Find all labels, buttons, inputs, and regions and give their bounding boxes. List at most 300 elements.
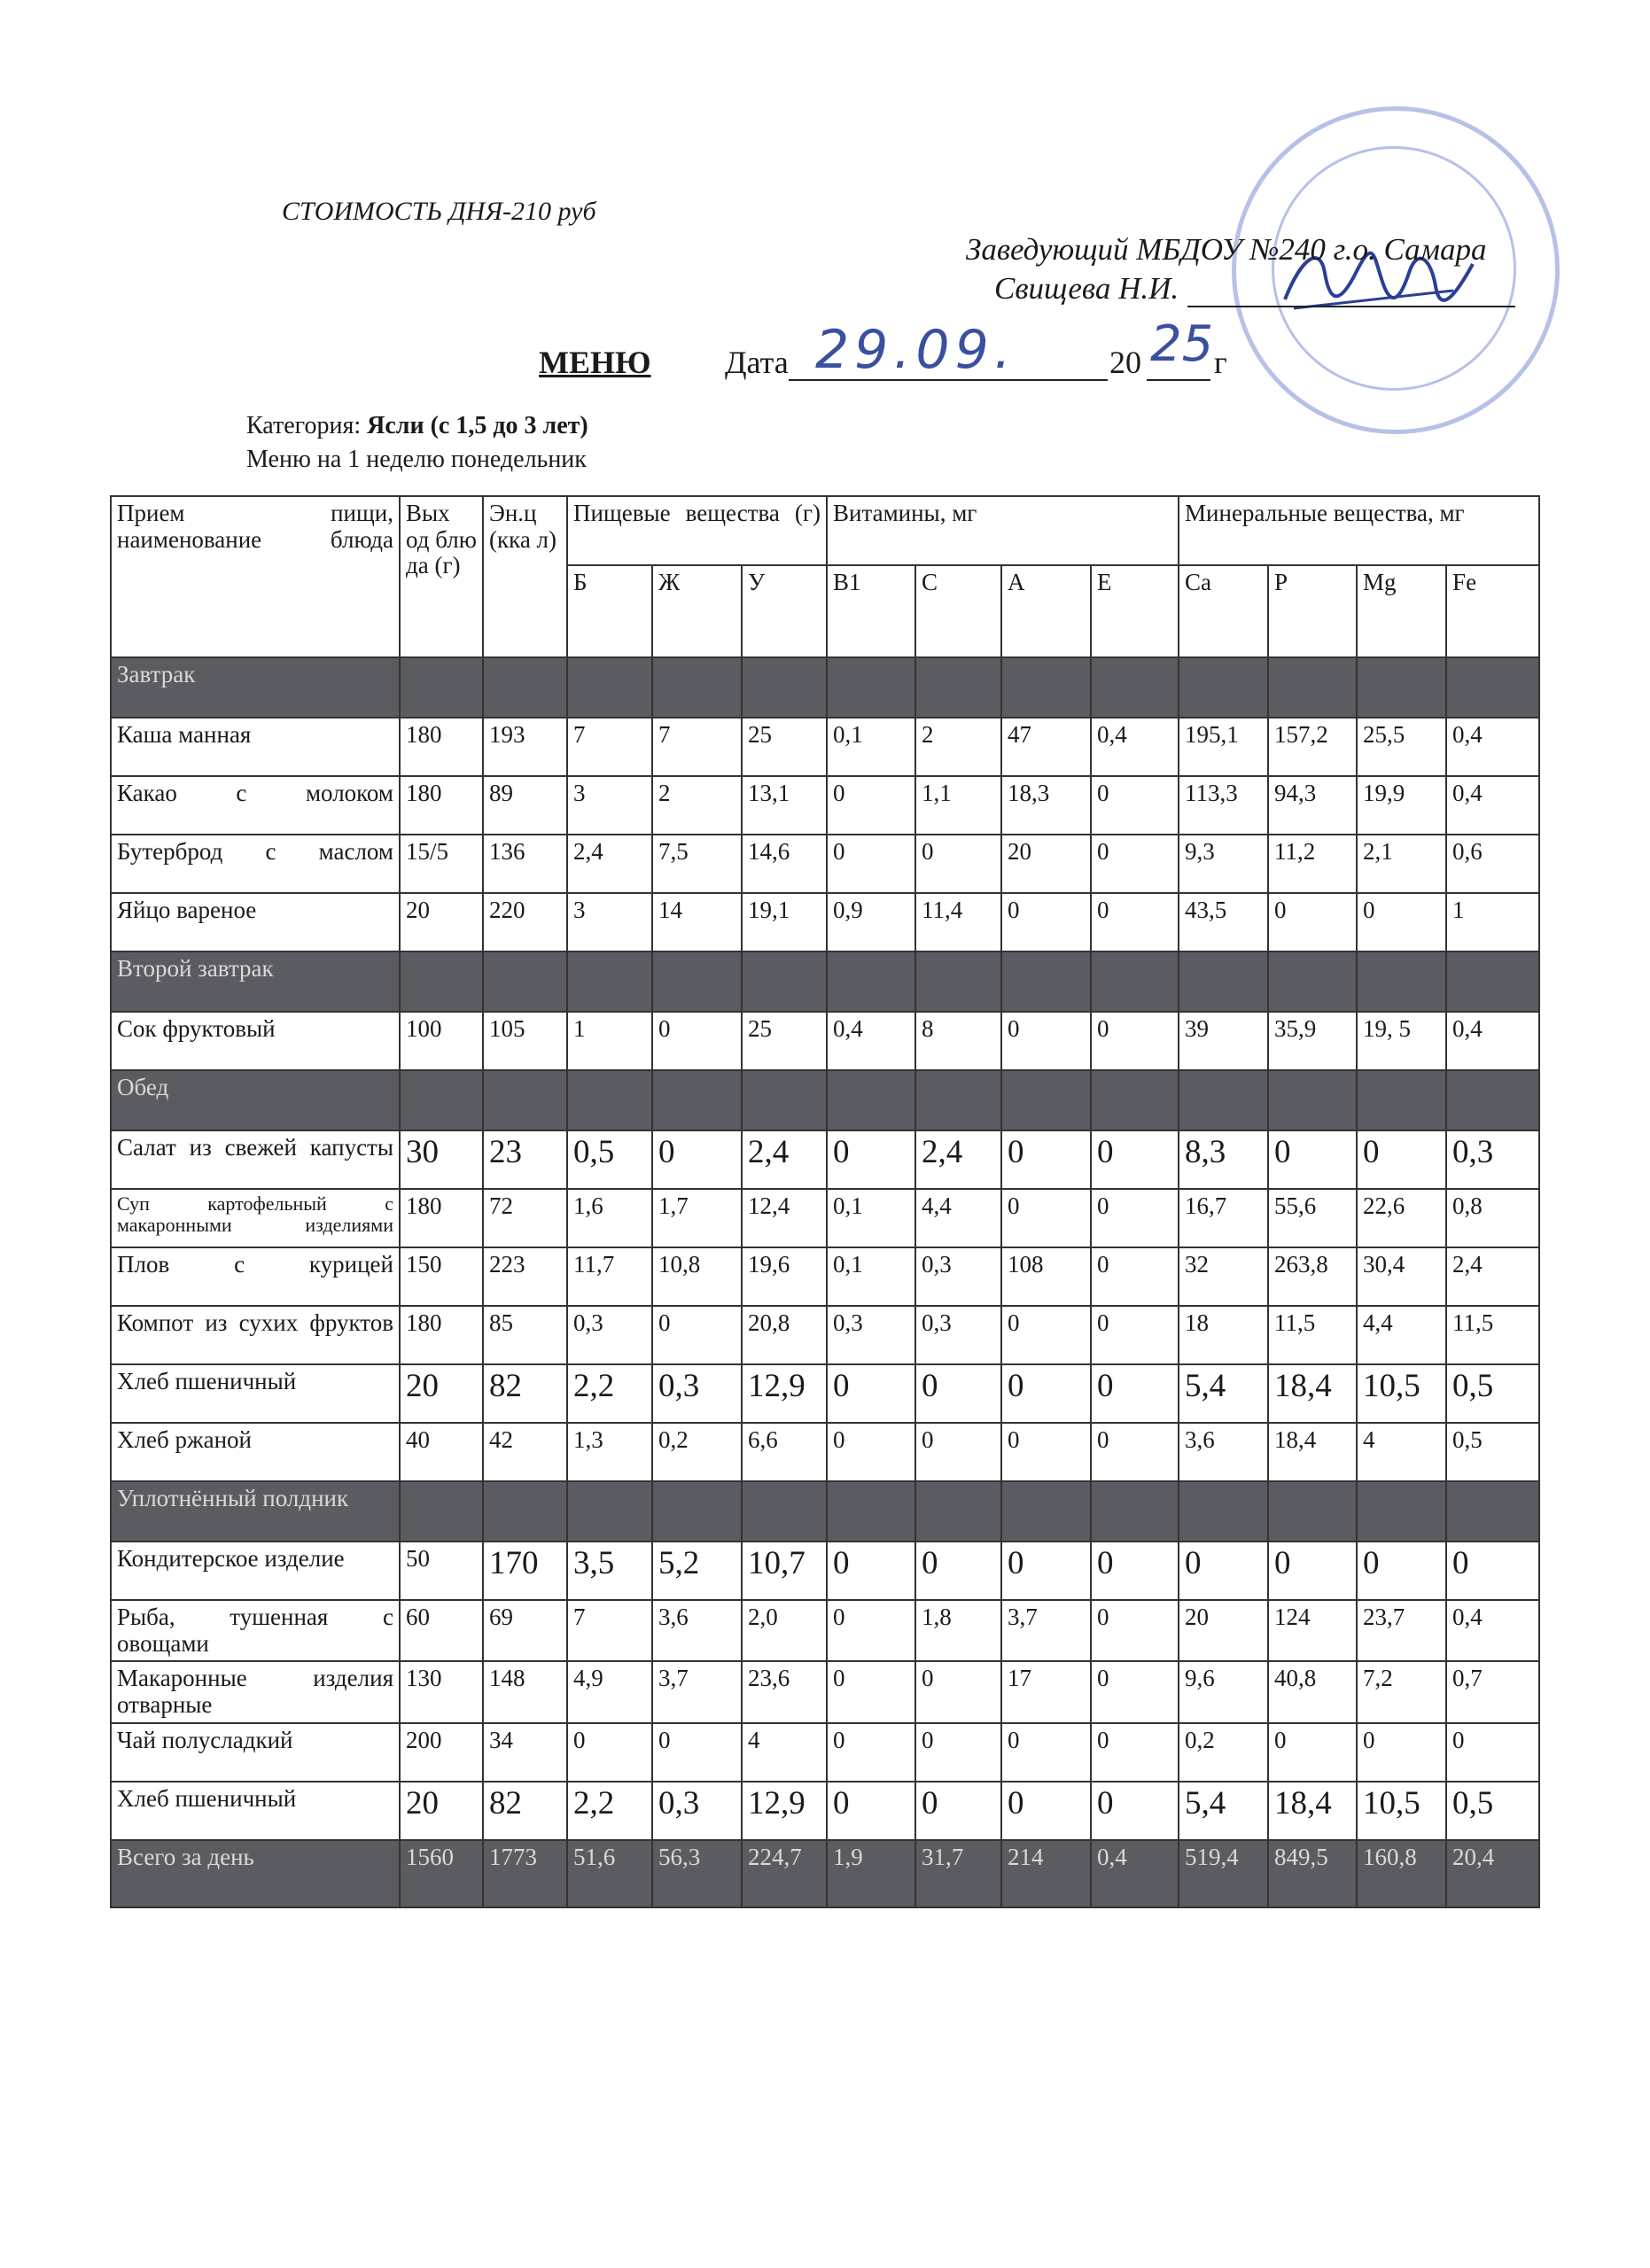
value-cell: 0 bbox=[1091, 1247, 1179, 1306]
subhead-cell: Б bbox=[567, 565, 652, 657]
table-row bbox=[111, 1189, 1539, 1247]
table-row bbox=[111, 1364, 1539, 1423]
section-empty-cell bbox=[1446, 1481, 1539, 1542]
total-value: 51,6 bbox=[567, 1840, 652, 1907]
section-empty-cell bbox=[1001, 951, 1091, 1012]
value-cell: 0 bbox=[1268, 1130, 1357, 1189]
value-cell: 0,5 bbox=[567, 1130, 652, 1189]
value-cell: 20 bbox=[1179, 1600, 1268, 1661]
value-cell: 23,6 bbox=[742, 1661, 827, 1722]
section-empty-cell bbox=[742, 1481, 827, 1542]
category-line bbox=[246, 412, 588, 440]
value-cell: 200 bbox=[400, 1723, 483, 1782]
section-empty-cell bbox=[1357, 1070, 1446, 1130]
subhead-cell: У bbox=[742, 565, 827, 657]
value-cell: 0 bbox=[915, 1542, 1001, 1600]
section-empty-cell bbox=[1091, 657, 1179, 718]
section-row bbox=[111, 657, 1539, 718]
section-empty-cell bbox=[742, 657, 827, 718]
value-cell: 0,7 bbox=[1446, 1661, 1539, 1722]
value-cell: 19,6 bbox=[742, 1247, 827, 1306]
table-row bbox=[111, 1661, 1539, 1722]
subhead-cell: Ж bbox=[652, 565, 742, 657]
value-cell: 0 bbox=[827, 1661, 915, 1722]
value-cell: 0,4 bbox=[1446, 1600, 1539, 1661]
value-cell: 0 bbox=[1001, 1542, 1091, 1600]
total-value: 849,5 bbox=[1268, 1840, 1357, 1907]
head-nutrients: Пищевые вещества (г) bbox=[567, 496, 827, 565]
section-empty-cell bbox=[1179, 951, 1268, 1012]
value-cell: 0 bbox=[1357, 893, 1446, 951]
value-cell: 16,7 bbox=[1179, 1189, 1268, 1247]
value-cell: 0 bbox=[1091, 1130, 1179, 1189]
table-row bbox=[111, 718, 1539, 776]
value-cell: 0 bbox=[1091, 1364, 1179, 1423]
value-cell: 11,2 bbox=[1268, 835, 1357, 893]
table-row bbox=[111, 893, 1539, 951]
section-empty-cell bbox=[483, 1481, 567, 1542]
value-cell: 0 bbox=[1091, 1782, 1179, 1840]
value-cell: 0 bbox=[915, 835, 1001, 893]
value-cell: 11,7 bbox=[567, 1247, 652, 1306]
value-cell: 23,7 bbox=[1357, 1600, 1446, 1661]
value-cell: 0,5 bbox=[1446, 1782, 1539, 1840]
section-empty-cell bbox=[567, 657, 652, 718]
section-empty-cell bbox=[1091, 1481, 1179, 1542]
value-cell: 8 bbox=[915, 1012, 1001, 1070]
section-empty-cell bbox=[1091, 951, 1179, 1012]
section-empty-cell bbox=[827, 1481, 915, 1542]
value-cell: 50 bbox=[400, 1542, 483, 1600]
value-cell: 82 bbox=[483, 1782, 567, 1840]
value-cell: 0 bbox=[827, 776, 915, 835]
section-empty-cell bbox=[1446, 657, 1539, 718]
value-cell: 9,3 bbox=[1179, 835, 1268, 893]
value-cell: 0 bbox=[1001, 1012, 1091, 1070]
value-cell: 0 bbox=[915, 1723, 1001, 1782]
value-cell: 18,4 bbox=[1268, 1364, 1357, 1423]
value-cell: 5,2 bbox=[652, 1542, 742, 1600]
value-cell: 18,3 bbox=[1001, 776, 1091, 835]
value-cell: 43,5 bbox=[1179, 893, 1268, 951]
dish-name: Хлеб пшеничный bbox=[111, 1782, 400, 1840]
value-cell: 13,1 bbox=[742, 776, 827, 835]
value-cell: 2,0 bbox=[742, 1600, 827, 1661]
value-cell: 0 bbox=[1091, 1189, 1179, 1247]
value-cell: 2,4 bbox=[742, 1130, 827, 1189]
value-cell: 2,2 bbox=[567, 1364, 652, 1423]
section-empty-cell bbox=[1001, 1070, 1091, 1130]
total-value: 1773 bbox=[483, 1840, 567, 1907]
value-cell: 9,6 bbox=[1179, 1661, 1268, 1722]
subhead-cell: Е bbox=[1091, 565, 1179, 657]
value-cell: 5,4 bbox=[1179, 1364, 1268, 1423]
value-cell: 0 bbox=[1357, 1723, 1446, 1782]
value-cell: 0,3 bbox=[652, 1364, 742, 1423]
value-cell: 0,1 bbox=[827, 718, 915, 776]
dish-name: Кондитерское изделие bbox=[111, 1542, 400, 1600]
value-cell: 20 bbox=[400, 893, 483, 951]
director-name: Свищева Н.И. bbox=[994, 271, 1179, 306]
value-cell: 223 bbox=[483, 1247, 567, 1306]
value-cell: 12,9 bbox=[742, 1782, 827, 1840]
category-label: Категория: bbox=[246, 412, 368, 439]
value-cell: 8,3 bbox=[1179, 1130, 1268, 1189]
value-cell: 130 bbox=[400, 1661, 483, 1722]
value-cell: 0 bbox=[827, 1723, 915, 1782]
value-cell: 0 bbox=[1001, 1130, 1091, 1189]
head-minerals: Минеральные вещества, мг bbox=[1179, 496, 1539, 565]
value-cell: 0 bbox=[1091, 1723, 1179, 1782]
value-cell: 2,1 bbox=[1357, 835, 1446, 893]
value-cell: 0 bbox=[1091, 1661, 1179, 1722]
value-cell: 35,9 bbox=[1268, 1012, 1357, 1070]
value-cell: 0 bbox=[1091, 835, 1179, 893]
table-row bbox=[111, 1782, 1539, 1840]
value-cell: 220 bbox=[483, 893, 567, 951]
value-cell: 0,4 bbox=[1446, 776, 1539, 835]
section-empty-cell bbox=[652, 657, 742, 718]
value-cell: 0 bbox=[915, 1423, 1001, 1481]
value-cell: 0,1 bbox=[827, 1247, 915, 1306]
value-cell: 2 bbox=[652, 776, 742, 835]
value-cell: 20 bbox=[1001, 835, 1091, 893]
value-cell: 20,8 bbox=[742, 1306, 827, 1364]
dish-name: Чай полусладкий bbox=[111, 1723, 400, 1782]
value-cell: 263,8 bbox=[1268, 1247, 1357, 1306]
value-cell: 0 bbox=[1091, 1306, 1179, 1364]
dish-name: Каша манная bbox=[111, 718, 400, 776]
value-cell: 157,2 bbox=[1268, 718, 1357, 776]
menu-title: МЕНЮ bbox=[539, 345, 651, 380]
value-cell: 3,7 bbox=[652, 1661, 742, 1722]
value-cell: 0 bbox=[1001, 1306, 1091, 1364]
table-row bbox=[111, 1247, 1539, 1306]
value-cell: 3,5 bbox=[567, 1542, 652, 1600]
subhead-cell: В1 bbox=[827, 565, 915, 657]
subhead-cell: А bbox=[1001, 565, 1091, 657]
value-cell: 0,3 bbox=[567, 1306, 652, 1364]
value-cell: 1 bbox=[1446, 893, 1539, 951]
total-value: 214 bbox=[1001, 1840, 1091, 1907]
value-cell: 0 bbox=[1001, 1723, 1091, 1782]
value-cell: 2,2 bbox=[567, 1782, 652, 1840]
value-cell: 0,4 bbox=[827, 1012, 915, 1070]
value-cell: 7 bbox=[567, 1600, 652, 1661]
value-cell: 11,5 bbox=[1446, 1306, 1539, 1364]
value-cell: 18,4 bbox=[1268, 1782, 1357, 1840]
section-empty-cell bbox=[483, 951, 567, 1012]
table-row bbox=[111, 1542, 1539, 1600]
value-cell: 20 bbox=[400, 1782, 483, 1840]
value-cell: 0 bbox=[1001, 1189, 1091, 1247]
value-cell: 124 bbox=[1268, 1600, 1357, 1661]
value-cell: 18,4 bbox=[1268, 1423, 1357, 1481]
value-cell: 19,9 bbox=[1357, 776, 1446, 835]
value-cell: 195,1 bbox=[1179, 718, 1268, 776]
subhead-cell: Fe bbox=[1446, 565, 1539, 657]
value-cell: 30,4 bbox=[1357, 1247, 1446, 1306]
dish-name: Рыба, тушенная с овощами bbox=[111, 1600, 400, 1661]
value-cell: 0,3 bbox=[652, 1782, 742, 1840]
section-empty-cell bbox=[1091, 1070, 1179, 1130]
value-cell: 170 bbox=[483, 1542, 567, 1600]
value-cell: 2,4 bbox=[567, 835, 652, 893]
value-cell: 20 bbox=[400, 1364, 483, 1423]
section-empty-cell bbox=[400, 1481, 483, 1542]
value-cell: 180 bbox=[400, 1189, 483, 1247]
value-cell: 0,3 bbox=[1446, 1130, 1539, 1189]
value-cell: 0,5 bbox=[1446, 1364, 1539, 1423]
value-cell: 82 bbox=[483, 1364, 567, 1423]
subhead-cell: P bbox=[1268, 565, 1357, 657]
week-line: Меню на 1 неделю понедельник bbox=[246, 446, 587, 473]
value-cell: 180 bbox=[400, 718, 483, 776]
value-cell: 22,6 bbox=[1357, 1189, 1446, 1247]
section-empty-cell bbox=[567, 1481, 652, 1542]
section-empty-cell bbox=[1446, 951, 1539, 1012]
value-cell: 0 bbox=[827, 1423, 915, 1481]
value-cell: 1,8 bbox=[915, 1600, 1001, 1661]
value-cell: 4 bbox=[742, 1723, 827, 1782]
dish-name: Сок фруктовый bbox=[111, 1012, 400, 1070]
section-empty-cell bbox=[1268, 657, 1357, 718]
value-cell: 19,1 bbox=[742, 893, 827, 951]
value-cell: 30 bbox=[400, 1130, 483, 1189]
value-cell: 85 bbox=[483, 1306, 567, 1364]
value-cell: 0 bbox=[827, 1782, 915, 1840]
value-cell: 0 bbox=[1001, 1782, 1091, 1840]
total-value: 160,8 bbox=[1357, 1840, 1446, 1907]
head-energy: Эн.ц (кка л) bbox=[483, 496, 567, 657]
value-cell: 7,5 bbox=[652, 835, 742, 893]
value-cell: 6,6 bbox=[742, 1423, 827, 1481]
value-cell: 0 bbox=[1091, 1542, 1179, 1600]
dish-name: Салат из свежей капусты bbox=[111, 1130, 400, 1189]
value-cell: 2,4 bbox=[1446, 1247, 1539, 1306]
director-title: Заведующий МБДОУ №240 г.о. Самара bbox=[966, 232, 1487, 267]
value-cell: 0 bbox=[1091, 893, 1179, 951]
value-cell: 0 bbox=[1001, 893, 1091, 951]
value-cell: 3 bbox=[567, 893, 652, 951]
value-cell: 150 bbox=[400, 1247, 483, 1306]
value-cell: 4 bbox=[1357, 1423, 1446, 1481]
value-cell: 1,3 bbox=[567, 1423, 652, 1481]
value-cell: 0 bbox=[915, 1661, 1001, 1722]
section-empty-cell bbox=[1268, 951, 1357, 1012]
value-cell: 0,3 bbox=[915, 1247, 1001, 1306]
value-cell: 12,4 bbox=[742, 1189, 827, 1247]
value-cell: 10,8 bbox=[652, 1247, 742, 1306]
year-prefix: 20 bbox=[1109, 345, 1141, 380]
value-cell: 0 bbox=[827, 1130, 915, 1189]
value-cell: 55,6 bbox=[1268, 1189, 1357, 1247]
value-cell: 14 bbox=[652, 893, 742, 951]
signature-line bbox=[1187, 306, 1515, 307]
value-cell: 1,1 bbox=[915, 776, 1001, 835]
value-cell: 1,6 bbox=[567, 1189, 652, 1247]
section-empty-cell bbox=[483, 1070, 567, 1130]
value-cell: 0,5 bbox=[1446, 1423, 1539, 1481]
value-cell: 0 bbox=[1179, 1542, 1268, 1600]
value-cell: 0 bbox=[652, 1306, 742, 1364]
value-cell: 0,3 bbox=[915, 1306, 1001, 1364]
table-row bbox=[111, 1600, 1539, 1661]
section-row bbox=[111, 1481, 1539, 1542]
value-cell: 0,8 bbox=[1446, 1189, 1539, 1247]
total-value: 1560 bbox=[400, 1840, 483, 1907]
value-cell: 0,4 bbox=[1446, 718, 1539, 776]
value-cell: 0 bbox=[827, 1600, 915, 1661]
value-cell: 25 bbox=[742, 718, 827, 776]
value-cell: 40,8 bbox=[1268, 1661, 1357, 1722]
table-row bbox=[111, 835, 1539, 893]
value-cell: 11,5 bbox=[1268, 1306, 1357, 1364]
value-cell: 3,7 bbox=[1001, 1600, 1091, 1661]
value-cell: 12,9 bbox=[742, 1364, 827, 1423]
dish-name: Хлеб пшеничный bbox=[111, 1364, 400, 1423]
value-cell: 0 bbox=[1091, 1012, 1179, 1070]
value-cell: 0 bbox=[1001, 1364, 1091, 1423]
value-cell: 136 bbox=[483, 835, 567, 893]
value-cell: 2 bbox=[915, 718, 1001, 776]
value-cell: 40 bbox=[400, 1423, 483, 1481]
total-value: 20,4 bbox=[1446, 1840, 1539, 1907]
dish-name: Плов с курицей bbox=[111, 1247, 400, 1306]
value-cell: 3,6 bbox=[652, 1600, 742, 1661]
value-cell: 0 bbox=[915, 1364, 1001, 1423]
value-cell: 60 bbox=[400, 1600, 483, 1661]
value-cell: 0 bbox=[1091, 1423, 1179, 1481]
value-cell: 7 bbox=[652, 718, 742, 776]
total-value: 1,9 bbox=[827, 1840, 915, 1907]
value-cell: 34 bbox=[483, 1723, 567, 1782]
value-cell: 4,4 bbox=[915, 1189, 1001, 1247]
section-empty-cell bbox=[652, 951, 742, 1012]
total-value: 56,3 bbox=[652, 1840, 742, 1907]
table-row bbox=[111, 1723, 1539, 1782]
value-cell: 0 bbox=[1357, 1542, 1446, 1600]
value-cell: 5,4 bbox=[1179, 1782, 1268, 1840]
value-cell: 0,1 bbox=[827, 1189, 915, 1247]
section-empty-cell bbox=[827, 951, 915, 1012]
section-empty-cell bbox=[1179, 657, 1268, 718]
section-title: Второй завтрак bbox=[111, 951, 400, 1012]
value-cell: 0 bbox=[1091, 776, 1179, 835]
table-row bbox=[111, 1306, 1539, 1364]
value-cell: 0,9 bbox=[827, 893, 915, 951]
value-cell: 0 bbox=[1446, 1542, 1539, 1600]
dish-name: Яйцо вареное bbox=[111, 893, 400, 951]
handwritten-date: 29.09. bbox=[815, 319, 1016, 381]
value-cell: 0,2 bbox=[1179, 1723, 1268, 1782]
section-empty-cell bbox=[400, 1070, 483, 1130]
subhead-cell: С bbox=[915, 565, 1001, 657]
value-cell: 14,6 bbox=[742, 835, 827, 893]
section-row bbox=[111, 951, 1539, 1012]
value-cell: 0 bbox=[1091, 1600, 1179, 1661]
value-cell: 17 bbox=[1001, 1661, 1091, 1722]
section-empty-cell bbox=[1357, 1481, 1446, 1542]
value-cell: 42 bbox=[483, 1423, 567, 1481]
value-cell: 7 bbox=[567, 718, 652, 776]
section-empty-cell bbox=[483, 657, 567, 718]
value-cell: 0 bbox=[827, 1542, 915, 1600]
dish-name: Компот из сухих фруктов bbox=[111, 1306, 400, 1364]
menu-table bbox=[110, 495, 1540, 1908]
value-cell: 25,5 bbox=[1357, 718, 1446, 776]
value-cell: 0 bbox=[652, 1130, 742, 1189]
head-meal: Прием пищи, наименование блюда bbox=[111, 496, 400, 657]
subhead-cell: Ca bbox=[1179, 565, 1268, 657]
value-cell: 0 bbox=[652, 1723, 742, 1782]
value-cell: 180 bbox=[400, 1306, 483, 1364]
dish-name: Суп картофельный с макаронными изделиями bbox=[111, 1189, 400, 1247]
value-cell: 10,5 bbox=[1357, 1364, 1446, 1423]
value-cell: 180 bbox=[400, 776, 483, 835]
value-cell: 32 bbox=[1179, 1247, 1268, 1306]
section-empty-cell bbox=[1179, 1481, 1268, 1542]
value-cell: 0 bbox=[1446, 1723, 1539, 1782]
section-empty-cell bbox=[742, 1070, 827, 1130]
section-empty-cell bbox=[400, 657, 483, 718]
value-cell: 0,2 bbox=[652, 1423, 742, 1481]
head-yield: Вых од блю да (г) bbox=[400, 496, 483, 657]
value-cell: 7,2 bbox=[1357, 1661, 1446, 1722]
section-empty-cell bbox=[567, 1070, 652, 1130]
value-cell: 10,7 bbox=[742, 1542, 827, 1600]
value-cell: 0 bbox=[567, 1723, 652, 1782]
value-cell: 1,7 bbox=[652, 1189, 742, 1247]
date-label: Дата bbox=[725, 345, 789, 380]
subhead-cell: Mg bbox=[1357, 565, 1446, 657]
value-cell: 0 bbox=[1357, 1130, 1446, 1189]
dish-name: Хлеб ржаной bbox=[111, 1423, 400, 1481]
value-cell: 148 bbox=[483, 1661, 567, 1722]
value-cell: 0,3 bbox=[827, 1306, 915, 1364]
section-title: Уплотнённый полдник bbox=[111, 1481, 400, 1542]
year-underline bbox=[1147, 379, 1210, 381]
section-empty-cell bbox=[827, 657, 915, 718]
section-empty-cell bbox=[400, 951, 483, 1012]
table-row bbox=[111, 776, 1539, 835]
section-empty-cell bbox=[1357, 951, 1446, 1012]
section-empty-cell bbox=[1268, 1481, 1357, 1542]
value-cell: 3,6 bbox=[1179, 1423, 1268, 1481]
day-cost: СТОИМОСТЬ ДНЯ-210 руб bbox=[282, 197, 596, 226]
value-cell: 4,4 bbox=[1357, 1306, 1446, 1364]
total-value: 224,7 bbox=[742, 1840, 827, 1907]
section-empty-cell bbox=[567, 951, 652, 1012]
value-cell: 0 bbox=[1268, 1723, 1357, 1782]
category-value: Ясли (с 1,5 до 3 лет) bbox=[367, 412, 588, 439]
total-value: 31,7 bbox=[915, 1840, 1001, 1907]
value-cell: 72 bbox=[483, 1189, 567, 1247]
section-empty-cell bbox=[1446, 1070, 1539, 1130]
value-cell: 47 bbox=[1001, 718, 1091, 776]
value-cell: 108 bbox=[1001, 1247, 1091, 1306]
value-cell: 2,4 bbox=[915, 1130, 1001, 1189]
value-cell: 94,3 bbox=[1268, 776, 1357, 835]
section-empty-cell bbox=[742, 951, 827, 1012]
value-cell: 193 bbox=[483, 718, 567, 776]
total-row bbox=[111, 1840, 1539, 1907]
table-row bbox=[111, 1012, 1539, 1070]
section-empty-cell bbox=[827, 1070, 915, 1130]
section-empty-cell bbox=[915, 951, 1001, 1012]
value-cell: 15/5 bbox=[400, 835, 483, 893]
section-empty-cell bbox=[915, 1481, 1001, 1542]
